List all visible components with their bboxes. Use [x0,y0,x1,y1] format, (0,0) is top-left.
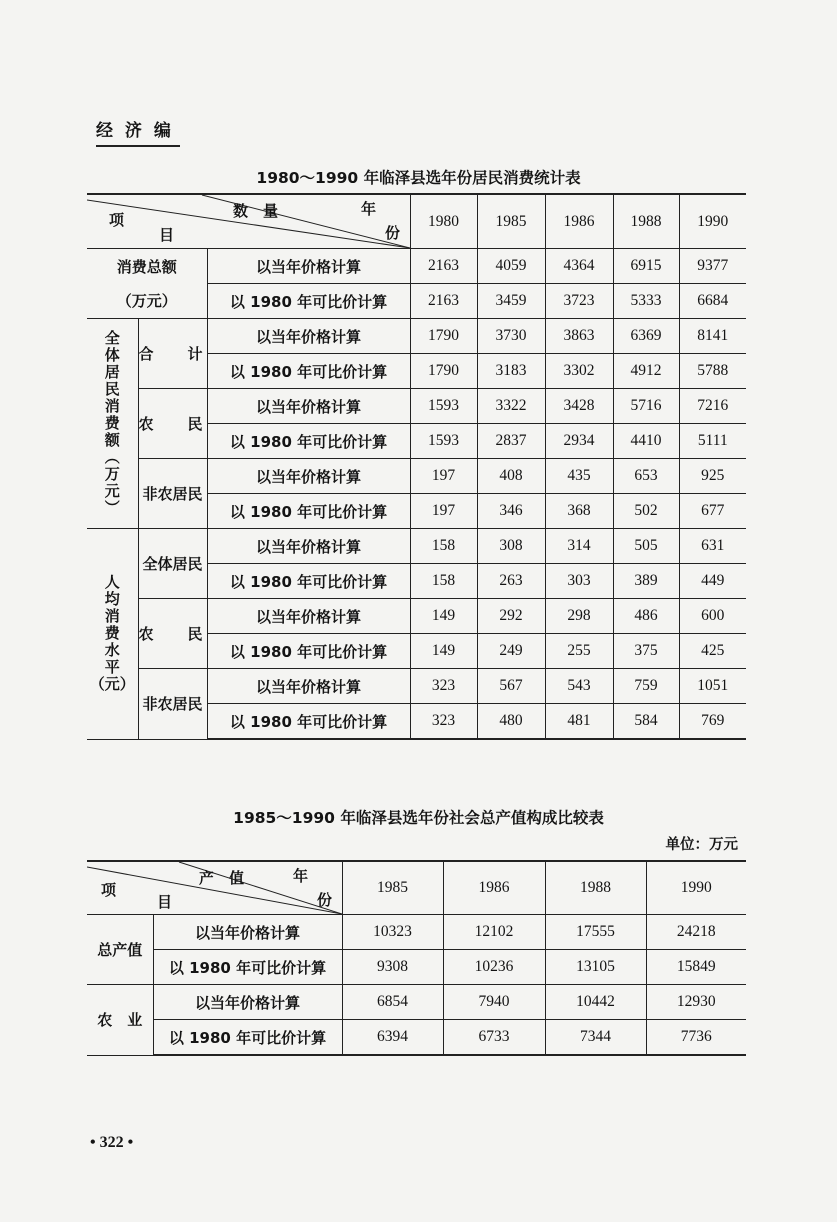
cell: 12102 [443,915,545,950]
cell: 6394 [342,1020,443,1056]
header-item2: 目 [159,226,175,244]
table-row [87,1020,746,1056]
cell: 2837 [477,424,545,459]
cell: 10323 [342,915,443,950]
year-header: 1990 [646,861,746,915]
unit-label: 单位：万元 [665,837,738,853]
cell: 197 [410,459,477,494]
cell: 8141 [679,319,746,354]
cell: 3322 [477,389,545,424]
cell: 1051 [679,669,746,704]
measure-label: 以当年价格计算 [207,459,410,494]
cell: 9308 [342,950,443,985]
year-header: 1986 [443,861,545,915]
measure-label: 以当年价格计算 [207,599,410,634]
cell: 2163 [410,249,477,284]
page-number: • 322 • [90,1134,134,1151]
cell: 3302 [545,354,613,389]
group-per-capita-label: 人 均 消 费 水 平 （元） [87,529,138,740]
table1-corner-header [87,194,410,249]
cell: 631 [679,529,746,564]
cell: 505 [613,529,679,564]
table-row [87,669,746,704]
group-agri-label: 农 业 [87,985,153,1056]
table-row [87,529,746,564]
header-item: 项 [101,881,117,899]
measure-label: 以 1980 年可比价计算 [207,494,410,529]
table-row [87,985,746,1020]
cell: 4410 [613,424,679,459]
cell: 653 [613,459,679,494]
cell: 346 [477,494,545,529]
measure-label: 以当年价格计算 [207,669,410,704]
cell: 5111 [679,424,746,459]
cell: 408 [477,459,545,494]
cell: 3183 [477,354,545,389]
cell: 4912 [613,354,679,389]
cell: 2934 [545,424,613,459]
cell: 1790 [410,319,477,354]
cell: 481 [545,704,613,740]
cell: 759 [613,669,679,704]
group-total-unit: （万元） [87,284,207,319]
measure-label: 以 1980 年可比价计算 [207,284,410,319]
cell: 449 [679,564,746,599]
cell: 10442 [545,985,646,1020]
cell: 6854 [342,985,443,1020]
measure-label: 以当年价格计算 [153,985,342,1020]
cell: 10236 [443,950,545,985]
cell: 303 [545,564,613,599]
cell: 677 [679,494,746,529]
measure-label: 以 1980 年可比价计算 [207,704,410,740]
cell: 5788 [679,354,746,389]
cell: 197 [410,494,477,529]
year-header: 1988 [545,861,646,915]
table-row [87,389,746,424]
section-header: 经 济 编 [96,116,180,147]
cell: 15849 [646,950,746,985]
header-fen: 份 [317,891,333,909]
table2-corner-header [87,861,342,915]
cell: 7940 [443,985,545,1020]
subgroup-all-residents: 全体居民 [138,529,207,599]
cell: 425 [679,634,746,669]
cell: 1593 [410,424,477,459]
cell: 308 [477,529,545,564]
header-year: 年 [293,867,309,885]
group-total-label: 消费总额 [87,249,207,284]
cell: 6915 [613,249,679,284]
cell: 375 [613,634,679,669]
table-row [87,950,746,985]
cell: 435 [545,459,613,494]
cell: 249 [477,634,545,669]
cell: 323 [410,669,477,704]
cell: 502 [613,494,679,529]
year-header: 1986 [545,194,613,249]
header-year: 年 [361,200,377,218]
cell: 255 [545,634,613,669]
year-header: 1985 [477,194,545,249]
cell: 4059 [477,249,545,284]
subgroup-farmers: 农 民 [138,599,207,669]
measure-label: 以当年价格计算 [207,319,410,354]
cell: 3428 [545,389,613,424]
cell: 7216 [679,389,746,424]
measure-label: 以 1980 年可比价计算 [207,564,410,599]
measure-label: 以当年价格计算 [207,529,410,564]
subgroup-non-farmers: 非农居民 [138,669,207,740]
year-header: 1990 [679,194,746,249]
measure-label: 以 1980 年可比价计算 [153,950,342,985]
output-table [87,860,746,1056]
cell: 3723 [545,284,613,319]
cell: 5716 [613,389,679,424]
cell: 7736 [646,1020,746,1056]
group-all-consumption-label: 全 体 居 民 消 费 额 ︵ 万 元 ︶ [87,319,138,529]
cell: 480 [477,704,545,740]
cell: 323 [410,704,477,740]
measure-label: 以 1980 年可比价计算 [153,1020,342,1056]
cell: 263 [477,564,545,599]
measure-label: 以 1980 年可比价计算 [207,634,410,669]
year-header: 1980 [410,194,477,249]
cell: 925 [679,459,746,494]
measure-label: 以当年价格计算 [207,389,410,424]
cell: 12930 [646,985,746,1020]
cell: 149 [410,599,477,634]
cell: 292 [477,599,545,634]
header-quantity: 数 量 [233,202,279,220]
cell: 6369 [613,319,679,354]
group-gross-label: 总产值 [87,915,153,985]
table-row [87,249,746,284]
cell: 7344 [545,1020,646,1056]
table-row [87,599,746,634]
table-row [87,319,746,354]
header-fen: 份 [385,224,401,242]
cell: 24218 [646,915,746,950]
cell: 314 [545,529,613,564]
cell: 149 [410,634,477,669]
cell: 6684 [679,284,746,319]
cell: 4364 [545,249,613,284]
consumption-table [87,193,746,740]
cell: 600 [679,599,746,634]
cell: 543 [545,669,613,704]
table1-title: 1980～1990 年临泽县选年份居民消费统计表 [256,169,581,187]
subgroup-farmers: 农 民 [138,389,207,459]
cell: 1790 [410,354,477,389]
measure-label: 以当年价格计算 [207,249,410,284]
cell: 158 [410,529,477,564]
subgroup-total: 合 计 [138,319,207,389]
cell: 3459 [477,284,545,319]
year-header: 1985 [342,861,443,915]
cell: 298 [545,599,613,634]
cell: 389 [613,564,679,599]
cell: 368 [545,494,613,529]
subgroup-non-farmers: 非农居民 [138,459,207,529]
cell: 9377 [679,249,746,284]
header-item2: 目 [157,893,173,911]
header-value: 产 值 [199,869,245,887]
cell: 584 [613,704,679,740]
cell: 13105 [545,950,646,985]
cell: 769 [679,704,746,740]
year-header: 1988 [613,194,679,249]
cell: 2163 [410,284,477,319]
cell: 567 [477,669,545,704]
table-row [87,915,746,950]
cell: 158 [410,564,477,599]
table2-title: 1985～1990 年临泽县选年份社会总产值构成比较表 [233,809,604,827]
header-item: 项 [109,211,125,229]
table-row [87,459,746,494]
cell: 3730 [477,319,545,354]
cell: 486 [613,599,679,634]
cell: 17555 [545,915,646,950]
cell: 1593 [410,389,477,424]
cell: 6733 [443,1020,545,1056]
measure-label: 以 1980 年可比价计算 [207,424,410,459]
measure-label: 以当年价格计算 [153,915,342,950]
measure-label: 以 1980 年可比价计算 [207,354,410,389]
table-row [87,284,746,319]
cell: 3863 [545,319,613,354]
cell: 5333 [613,284,679,319]
